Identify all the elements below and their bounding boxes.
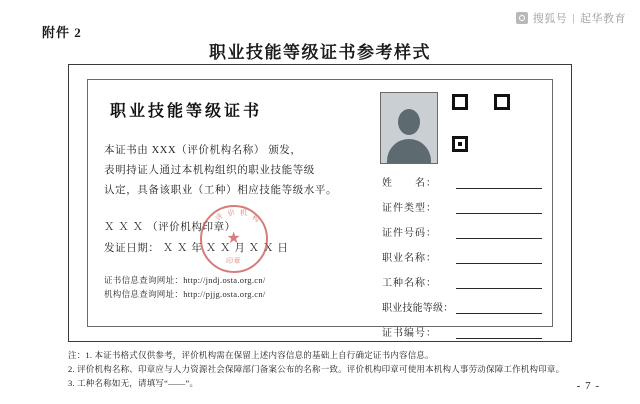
field-occupation-name-label: 职业名称： — [382, 253, 437, 264]
watermark — [516, 10, 626, 26]
issuer-name-line: Ｘ Ｘ Ｘ （评价机构印章） — [104, 221, 236, 233]
footnotes — [68, 348, 578, 390]
page-title: 职业技能等级证书参考样式 — [209, 43, 431, 62]
query-url-line-1: 证书信息查询网址：http://jndj.osta.org.cn/ — [104, 274, 266, 285]
watermark-account: 起华教育 — [580, 13, 626, 25]
sohu-logo-icon — [516, 12, 528, 24]
certificate-body — [88, 80, 552, 339]
field-occupation-name-rule — [456, 252, 542, 264]
certificate-paragraph-line-3: 认定，具备该职业（工种）相应技能等级水平。 — [104, 184, 338, 196]
field-certificate-number — [382, 324, 542, 339]
certificate-fields — [376, 174, 542, 339]
field-id-number-rule — [456, 227, 542, 239]
portrait-head-shape — [398, 109, 420, 135]
field-worktype-name — [382, 274, 542, 289]
portrait-photo — [380, 92, 438, 164]
issue-date-value: Ｘ Ｘ 年 Ｘ Ｘ 月 Ｘ Ｘ 日 — [162, 242, 289, 254]
footnote-1: 注：1. 本证书格式仅供参考，评价机构需在保留上述内容信息的基础上自行确定证书内容信息。 — [68, 350, 434, 360]
qr-finder-icon — [452, 136, 468, 152]
seal-text: 评 价 机 构 印章 — [214, 207, 261, 265]
evaluation-agency-seal — [200, 205, 268, 273]
field-skill-level-label: 职业技能等级： — [382, 303, 454, 314]
field-id-number-label: 证件号码： — [382, 228, 437, 239]
footnote-2: 2. 评价机构名称、印章应与人力资源社会保障部门备案公布的名称一致。评价机构印章可使用本机构人事劳动保障工作机构印章。 — [68, 364, 565, 375]
query-urls — [104, 273, 360, 302]
certificate-outer-frame — [68, 64, 572, 342]
field-name-rule — [456, 177, 542, 189]
page-number: - 7 - — [576, 380, 600, 392]
field-id-type — [382, 199, 542, 214]
field-id-type-rule — [456, 202, 542, 214]
qr-code — [450, 92, 512, 154]
footnote-3: 3. 工种名称如无，请填写“——”。 — [68, 378, 199, 389]
attachment-label: 附件 2 — [42, 25, 82, 40]
field-worktype-name-rule — [456, 277, 542, 289]
issue-date-label: 发证日期： — [104, 242, 160, 254]
field-name-label: 姓 名： — [382, 178, 437, 189]
certificate-title: 职业技能等级证书 — [110, 103, 263, 120]
field-id-number — [382, 224, 542, 239]
certificate-paragraph-line-1: 本证书由 XXX（评价机构名称） 颁发， — [104, 145, 302, 156]
field-skill-level — [382, 299, 542, 314]
certificate-right-column — [370, 80, 552, 339]
field-name — [382, 174, 542, 189]
query-url-line-2: 机构信息查询网址：http://pjjg.osta.org.cn/ — [104, 289, 266, 300]
field-id-type-label: 证件类型： — [382, 203, 437, 214]
field-occupation-name — [382, 249, 542, 264]
certificate-inner-frame — [87, 79, 553, 339]
field-worktype-name-label: 工种名称： — [382, 278, 437, 289]
certificate-left-column — [88, 80, 370, 326]
portrait-shoulders-shape — [387, 139, 431, 163]
watermark-brand: 搜狐号 — [532, 13, 568, 25]
issuer-block — [104, 207, 360, 265]
watermark-divider: | — [572, 12, 575, 24]
field-skill-level-rule — [456, 302, 542, 314]
certificate-paragraph-line-2: 表明持证人通过本机构组织的职业技能等级 — [104, 164, 315, 176]
certificate-paragraph — [104, 141, 360, 201]
field-certificate-number-rule — [456, 327, 542, 339]
field-certificate-number-label: 证书编号： — [382, 328, 437, 339]
photo-and-qr-row — [376, 92, 542, 164]
star-icon: ★ — [226, 229, 242, 247]
